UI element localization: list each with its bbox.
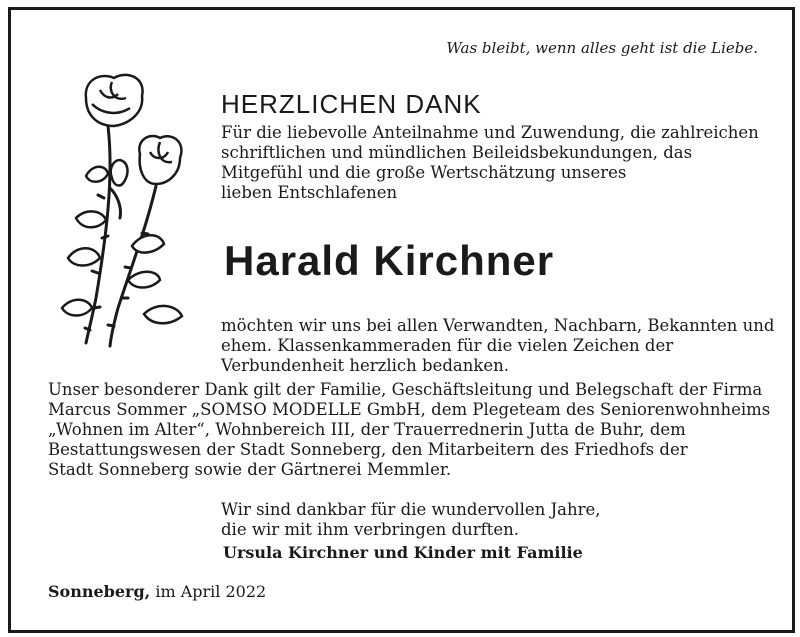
intro-line: Mitgefühl und die große Wertschätzung unseres bbox=[221, 163, 627, 182]
closing-line: Wir sind dankbar für die wundervollen Jahre, bbox=[221, 500, 601, 519]
closing-line: die wir mit ihm verbringen durften. bbox=[221, 520, 519, 539]
motto: Was bleibt, wenn alles geht ist die Liebe. bbox=[446, 39, 758, 57]
date: im April 2022 bbox=[155, 582, 267, 601]
intro-line: lieben Entschlafenen bbox=[221, 183, 398, 202]
thanks-line: Verbundenheit herzlich bedanken. bbox=[221, 356, 509, 375]
closing-paragraph bbox=[221, 500, 671, 540]
special-thanks-line: „Wohnen im Alter“, Wohnbereich III, der Trauerrednerin Jutta de Buhr, dem bbox=[48, 420, 686, 439]
special-thanks-paragraph bbox=[48, 380, 778, 480]
special-thanks-line: Stadt Sonneberg sowie der Gärtnerei Memmler. bbox=[48, 460, 452, 479]
heading: HERZLICHEN DANK bbox=[221, 89, 482, 119]
place: Sonneberg, bbox=[48, 582, 151, 601]
thanks-line: ehem. Klassenkammeraden für die vielen Zeichen der bbox=[221, 336, 674, 355]
thanks-line: möchten wir uns bei allen Verwandten, Nachbarn, Bekannten und bbox=[221, 316, 775, 335]
intro-line: Für die liebevolle Anteilnahme und Zuwendung, die zahlreichen bbox=[221, 123, 759, 142]
signers: Ursula Kirchner und Kinder mit Familie bbox=[223, 543, 583, 562]
special-thanks-line: Marcus Sommer „SOMSO MODELLE GmbH, dem Plegeteam des Seniorenwohnheims bbox=[48, 400, 771, 419]
rose-icon bbox=[56, 68, 191, 353]
obituary-card bbox=[8, 7, 795, 633]
place-date bbox=[48, 582, 266, 601]
intro-line: schriftlichen und mündlichen Beileidsbekundungen, das bbox=[221, 143, 693, 162]
special-thanks-line: Unser besonderer Dank gilt der Familie, Geschäftsleitung und Belegschaft der Firma bbox=[48, 380, 763, 399]
intro-paragraph bbox=[221, 123, 761, 203]
special-thanks-line: Bestattungswesen der Stadt Sonneberg, den Mitarbeitern des Friedhofs der bbox=[48, 440, 688, 459]
thanks-paragraph bbox=[221, 316, 775, 376]
deceased-name: Harald Kirchner bbox=[224, 237, 555, 284]
